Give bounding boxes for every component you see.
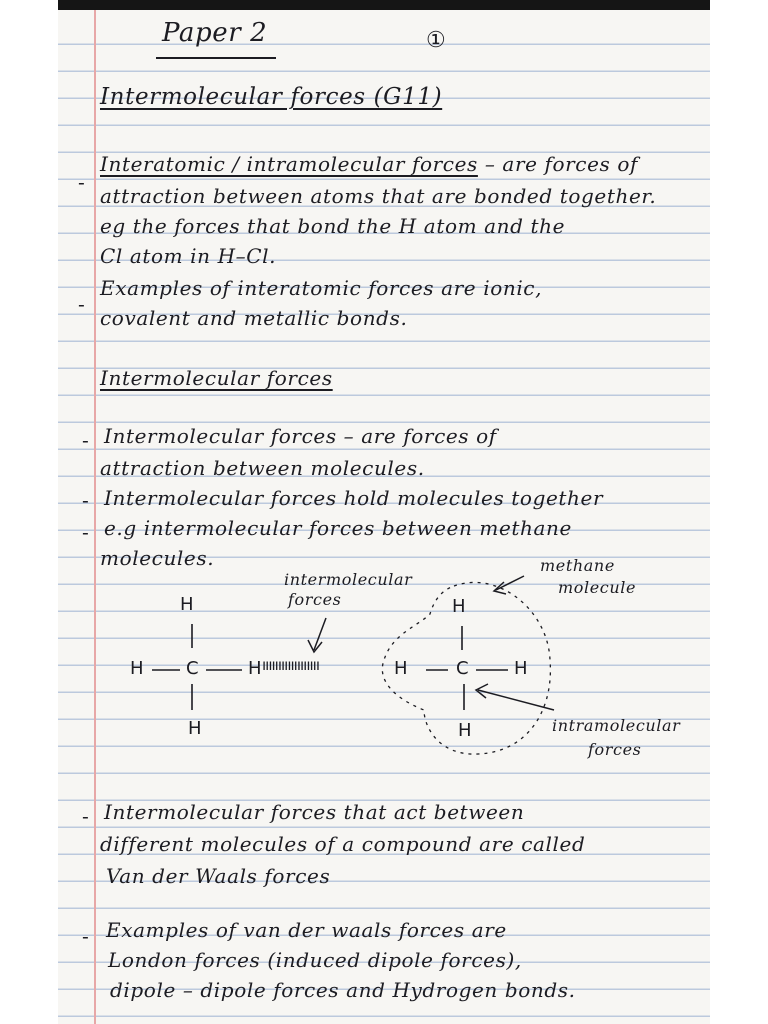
paragraph-line: London forces (induced dipole forces), <box>108 948 522 972</box>
bullet-dash: - <box>82 924 89 948</box>
background-edge <box>58 0 710 10</box>
atom-h-top: H <box>452 596 467 617</box>
paragraph-line: different molecules of a compound are called <box>100 832 586 856</box>
paragraph-line: eg the forces that bond the H atom and the <box>100 214 566 238</box>
intermolecular-dashes: ıııııııııııııııııı <box>262 656 320 674</box>
paragraph-line: Intermolecular forces – are forces of <box>104 424 497 448</box>
page-number: ① <box>426 28 447 53</box>
label-intramolecular-forces: forces <box>588 740 642 759</box>
label-intramolecular: intramolecular <box>552 716 681 735</box>
atom-c: C <box>456 658 470 679</box>
paragraph-line: attraction between molecules. <box>100 456 425 480</box>
bullet-dash: - <box>82 428 89 452</box>
bullet-dash: - <box>82 804 89 828</box>
atom-h-top: H <box>180 594 195 615</box>
section-heading-intermolecular: Intermolecular forces <box>100 366 333 390</box>
notebook-page <box>58 10 710 1024</box>
section-heading-intermolecular-g11: Intermolecular forces (G11) <box>100 84 443 110</box>
bullet-dash: - <box>78 292 85 316</box>
page-title: Paper 2 <box>162 18 268 48</box>
paragraph-line: Van der Waals forces <box>106 864 331 888</box>
atom-h-right: H <box>248 658 263 679</box>
paragraph-line: attraction between atoms that are bonded together. <box>100 184 657 208</box>
label-molecule: molecule <box>558 578 637 597</box>
paragraph-line: Intermolecular forces that act between <box>104 800 525 824</box>
atom-h-bottom: H <box>188 718 203 739</box>
paragraph-line: Intermolecular forces hold molecules together <box>104 486 604 510</box>
label-methane: methane <box>540 556 615 575</box>
paragraph-line: e.g intermolecular forces between methane <box>104 516 572 540</box>
atom-h-right: H <box>514 658 529 679</box>
label-forces: forces <box>288 590 342 609</box>
paragraph-line: Cl atom in H–Cl. <box>100 244 277 268</box>
paragraph-line: dipole – dipole forces and Hydrogen bonds. <box>110 978 576 1002</box>
paragraph-line: molecules. <box>100 546 215 570</box>
atom-h-left: H <box>394 658 409 679</box>
paragraph-line: Examples of van der waals forces are <box>106 918 507 942</box>
term-interatomic: Interatomic / intramolecular forces <box>100 152 478 176</box>
atom-h-bottom: H <box>458 720 473 741</box>
bullet-dash: - <box>82 520 89 544</box>
text-span: – are forces of <box>477 152 639 176</box>
paragraph-line: Examples of interatomic forces are ionic, <box>100 276 543 300</box>
bullet-dash: - <box>82 488 89 512</box>
atom-h-left: H <box>130 658 145 679</box>
margin-line <box>94 10 96 1024</box>
atom-c: C <box>186 658 200 679</box>
paragraph-line: covalent and metallic bonds. <box>100 306 408 330</box>
bullet-dash: - <box>78 170 85 194</box>
label-intermolecular: intermolecular <box>284 570 413 589</box>
paragraph-line <box>100 152 638 176</box>
